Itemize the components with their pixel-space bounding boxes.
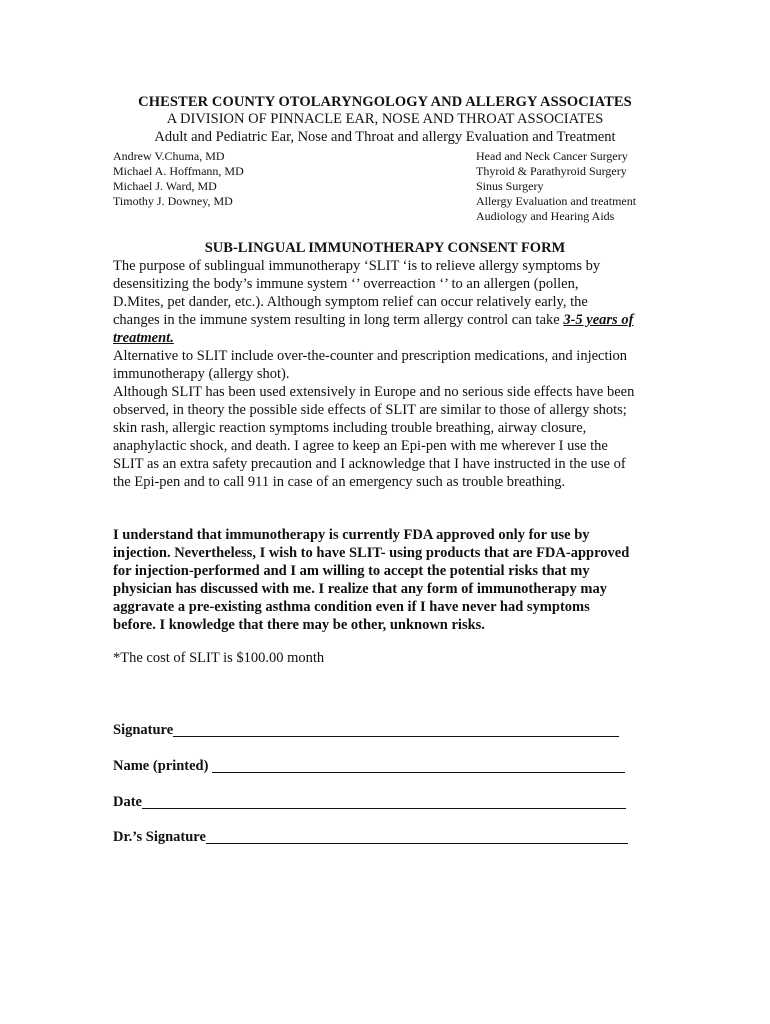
purpose-line	[113, 329, 673, 347]
service-list	[476, 149, 636, 224]
signature-label: Signature	[113, 722, 174, 738]
form-title: SUB-LINGUAL IMMUNOTHERAPY CONSENT FORM	[204, 240, 566, 256]
side-effects-line: anaphylactic shock, and death. I agree to keep an Epi-pen with me wherever I use the	[113, 438, 608, 454]
consent-line: injection. Nevertheless, I wish to have SLIT- using products that are FDA-approved	[113, 545, 630, 561]
consent-line: before. I knowledge that there may be other, unknown risks.	[113, 617, 485, 633]
service-item: Allergy Evaluation and treatment	[476, 194, 637, 208]
name-printed-label: Name (printed)	[113, 758, 213, 774]
practice-name: CHESTER COUNTY OTOLARYNGOLOGY AND ALLERGY ASSOCIATES	[138, 94, 632, 110]
doctor-name: Andrew V.Chuma, MD	[113, 149, 225, 163]
cost-note: *The cost of SLIT is $100.00 month	[113, 650, 325, 666]
consent-body	[113, 257, 673, 491]
service-item: Head and Neck Cancer Surgery	[476, 149, 628, 163]
dr-signature-label: Dr.’s Signature	[113, 829, 206, 845]
purpose-line: desensitizing the body’s immune system ‘’ overreaction ‘’ to an allergen (pollen,	[113, 276, 579, 292]
signature-row	[113, 722, 619, 739]
date-field[interactable]	[142, 794, 626, 809]
signature-field[interactable]	[173, 722, 619, 737]
date-label: Date	[113, 794, 142, 810]
alternative-line: immunotherapy (allergy shot).	[113, 366, 290, 382]
consent-line: I understand that immunotherapy is currently FDA approved only for use by	[113, 527, 590, 543]
practice-description: Adult and Pediatric Ear, Nose and Throat and allergy Evaluation and Treatment	[154, 129, 616, 145]
service-item: Audiology and Hearing Aids	[476, 209, 615, 223]
service-item: Thyroid & Parathyroid Surgery	[476, 164, 627, 178]
side-effects-line: Although SLIT has been used extensively in Europe and no serious side effects have been	[113, 384, 635, 400]
side-effects-line: skin rash, allergic reaction symptoms including trouble breathing, airway closure,	[113, 420, 587, 436]
side-effects-line: SLIT as an extra safety precaution and I acknowledge that I have instructed in the use of	[113, 456, 626, 472]
purpose-line	[113, 311, 673, 329]
dr-signature-field[interactable]	[206, 829, 628, 844]
service-item: Sinus Surgery	[476, 179, 544, 193]
consent-line: for injection-performed and I am willing to accept the potential risks that my	[113, 563, 590, 579]
division-name: A DIVISION OF PINNACLE EAR, NOSE AND THROAT ASSOCIATES	[166, 111, 604, 127]
name-printed-row	[113, 758, 625, 775]
consent-line: aggravate a pre-existing asthma condition even if I have never had symptoms	[113, 599, 590, 615]
treatment-emphasis: treatment.	[113, 330, 174, 346]
purpose-line: The purpose of sublingual immunotherapy ‘SLIT ‘is to relieve allergy symptoms by	[113, 258, 601, 274]
alternative-line: Alternative to SLIT include over-the-counter and prescription medications, and injection	[113, 348, 628, 364]
consent-line: physician has discussed with me. I realize that any form of immunotherapy may	[113, 581, 607, 597]
side-effects-line: the Epi-pen and to call 911 in case of an emergency such as trouble breathing.	[113, 474, 566, 490]
doctor-name: Michael J. Ward, MD	[113, 179, 217, 193]
purpose-line: D.Mites, pet dander, etc.). Although symptom relief can occur relatively early, the	[113, 294, 588, 310]
doctor-name: Michael A. Hoffmann, MD	[113, 164, 244, 178]
doctor-list	[113, 149, 244, 209]
name-printed-field[interactable]	[212, 758, 625, 773]
dr-signature-row	[113, 829, 628, 846]
consent-statement	[113, 526, 673, 634]
side-effects-line: observed, in theory the possible side effects of SLIT are similar to those of allergy shots;	[113, 402, 627, 418]
treatment-duration-emphasis: 3-5 years of	[563, 312, 634, 328]
purpose-line-text: changes in the immune system resulting in long term allergy control can take	[113, 312, 564, 328]
date-row	[113, 794, 626, 811]
doctor-name: Timothy J. Downey, MD	[113, 194, 233, 208]
